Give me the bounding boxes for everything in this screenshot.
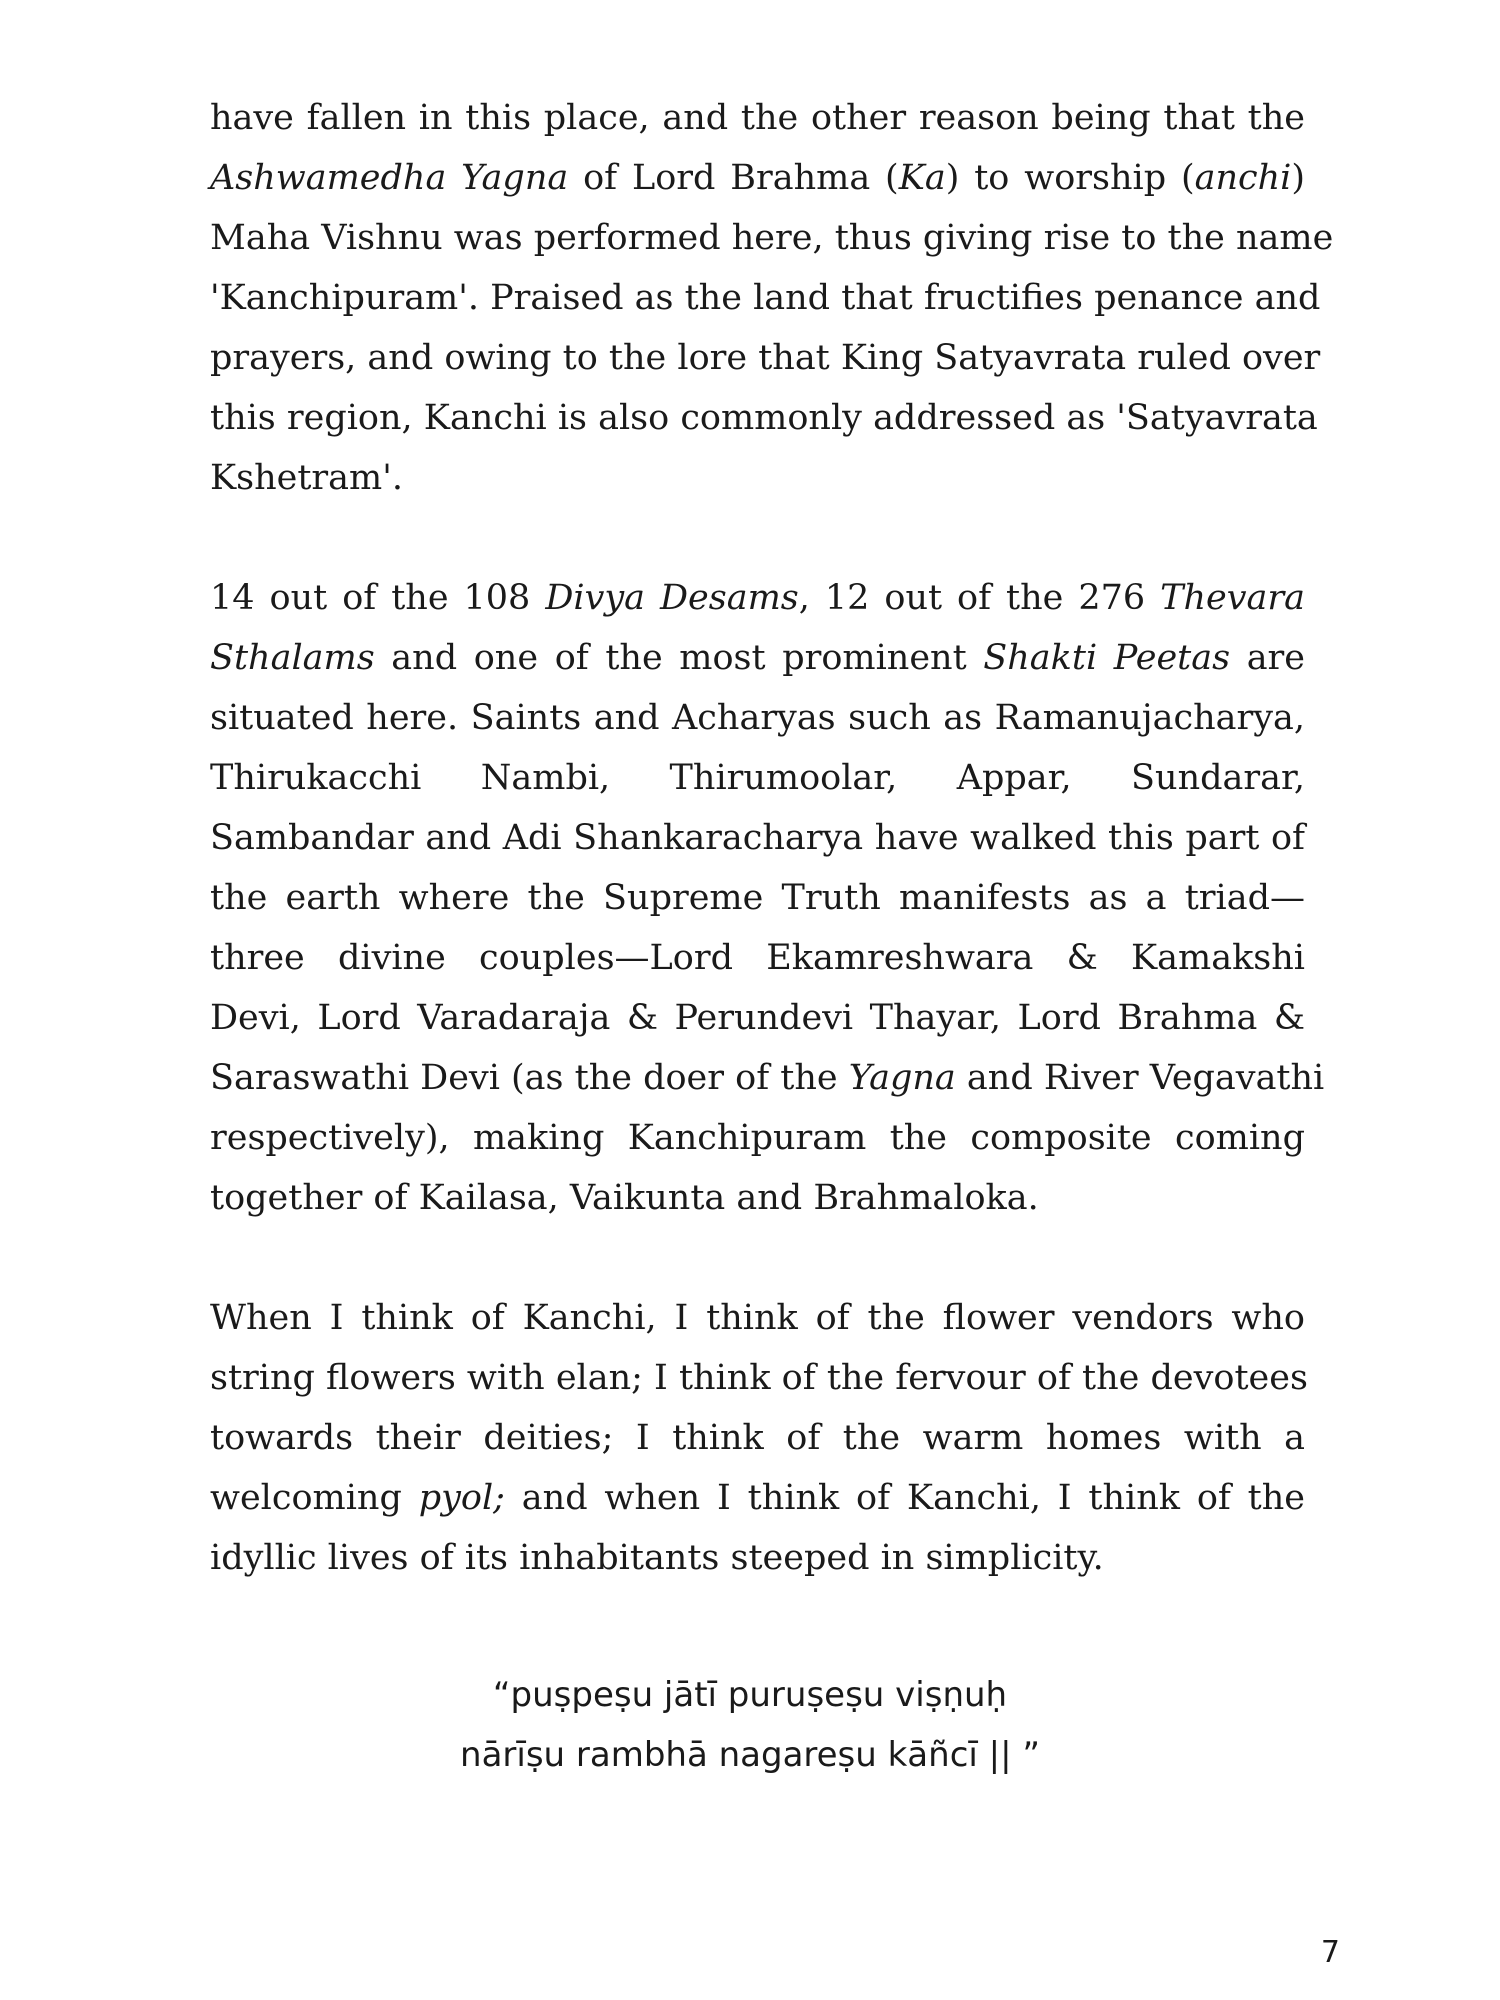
text-run: and River Vegavathi — [955, 1058, 1325, 1098]
text-run: When I think of Kanchi, I think of the flower vendors who — [210, 1298, 1305, 1338]
text-line — [210, 328, 1321, 388]
text-run: and one of the most prominent — [374, 638, 984, 678]
text-line — [210, 748, 1305, 808]
text-run: together of Kailasa, Vaikunta and Brahmaloka. — [210, 1178, 1039, 1218]
text-line — [210, 868, 1305, 928]
text-line — [210, 1288, 1305, 1348]
page-number: 7 — [1320, 1935, 1340, 1970]
text-line — [210, 1048, 1325, 1108]
text-line — [210, 148, 1305, 208]
text-line — [210, 268, 1321, 328]
paragraph-3 — [210, 1288, 1308, 1588]
italic-term: Thevara — [1160, 578, 1305, 618]
text-line — [210, 988, 1305, 1048]
text-run: the earth where the Supreme Truth manifests as a triad— — [210, 878, 1305, 918]
text-run: situated here. Saints and Acharyas such as Ramanujacharya, — [210, 698, 1305, 738]
text-line — [210, 928, 1305, 988]
italic-term: pyol; — [418, 1478, 505, 1518]
italic-term: anchi — [1194, 158, 1292, 198]
italic-term: Yagna — [848, 1058, 956, 1098]
italic-term: Ka — [898, 158, 946, 198]
italic-term: Divya Desams — [545, 578, 799, 618]
text-run: Kshetram'. — [210, 458, 403, 498]
verse-line-2: nārīṣu rambhā nagareṣu kāñcī || ” — [460, 1735, 1040, 1775]
text-line — [210, 88, 1305, 148]
text-run: have fallen in this place, and the other reason being that the — [210, 98, 1305, 138]
text-run: string flowers with elan; I think of the fervour of the devotees — [210, 1358, 1308, 1398]
text-run: Saraswathi Devi (as the doer of the — [210, 1058, 849, 1098]
text-line — [210, 1348, 1308, 1408]
text-run: prayers, and owing to the lore that King Satyavrata ruled over — [210, 338, 1321, 378]
text-line — [210, 808, 1305, 868]
text-run: Devi, Lord Varadaraja & Perundevi Thayar, Lord Brahma & — [210, 998, 1305, 1038]
text-line — [210, 688, 1305, 748]
text-run: ) — [1291, 158, 1306, 198]
text-run: of Lord Brahma ( — [568, 158, 899, 198]
text-run: respectively), making Kanchipuram the composite coming — [210, 1118, 1305, 1158]
text-line — [210, 568, 1305, 628]
text-run: are — [1230, 638, 1305, 678]
text-run: towards their deities; I think of the warm homes with a — [210, 1418, 1305, 1458]
text-run: ) to worship ( — [945, 158, 1195, 198]
text-run: 'Kanchipuram'. Praised as the land that fructifies penance and — [210, 278, 1321, 318]
text-line — [210, 628, 1305, 688]
italic-term: Shakti Peetas — [983, 638, 1231, 678]
sanskrit-verse — [0, 1665, 1500, 1785]
text-run: Maha Vishnu was performed here, thus giving rise to the name — [210, 218, 1334, 258]
text-run: Thirukacchi Nambi, Thirumoolar, Appar, Sundarar, — [210, 758, 1305, 798]
text-run: welcoming — [210, 1478, 419, 1518]
text-run: three divine couples—Lord Ekamreshwara & Kamakshi — [210, 938, 1305, 978]
paragraph-1 — [210, 88, 1334, 508]
text-run: this region, Kanchi is also commonly addressed as 'Satyavrata — [210, 398, 1318, 438]
text-line — [210, 388, 1318, 448]
italic-term: Sthalams — [210, 638, 375, 678]
verse-line-1: “puṣpeṣu jātī puruṣeṣu viṣṇuḥ — [492, 1675, 1008, 1715]
text-line — [210, 208, 1334, 268]
text-line — [210, 1468, 1305, 1528]
italic-term: Ashwamedha Yagna — [210, 158, 569, 198]
text-line — [210, 1408, 1305, 1468]
text-line — [210, 1108, 1305, 1168]
text-run: , 12 out of the 276 — [798, 578, 1161, 618]
text-run: idyllic lives of its inhabitants steeped in simplicity. — [210, 1538, 1104, 1578]
paragraph-2 — [210, 568, 1325, 1228]
text-run: 14 out of the 108 — [210, 578, 546, 618]
text-line — [210, 448, 1305, 508]
text-line — [210, 1168, 1305, 1228]
page-body — [210, 88, 1334, 1648]
text-line — [210, 1528, 1305, 1588]
text-run: and when I think of Kanchi, I think of the — [504, 1478, 1305, 1518]
text-run: Sambandar and Adi Shankaracharya have walked this part of — [210, 818, 1305, 858]
